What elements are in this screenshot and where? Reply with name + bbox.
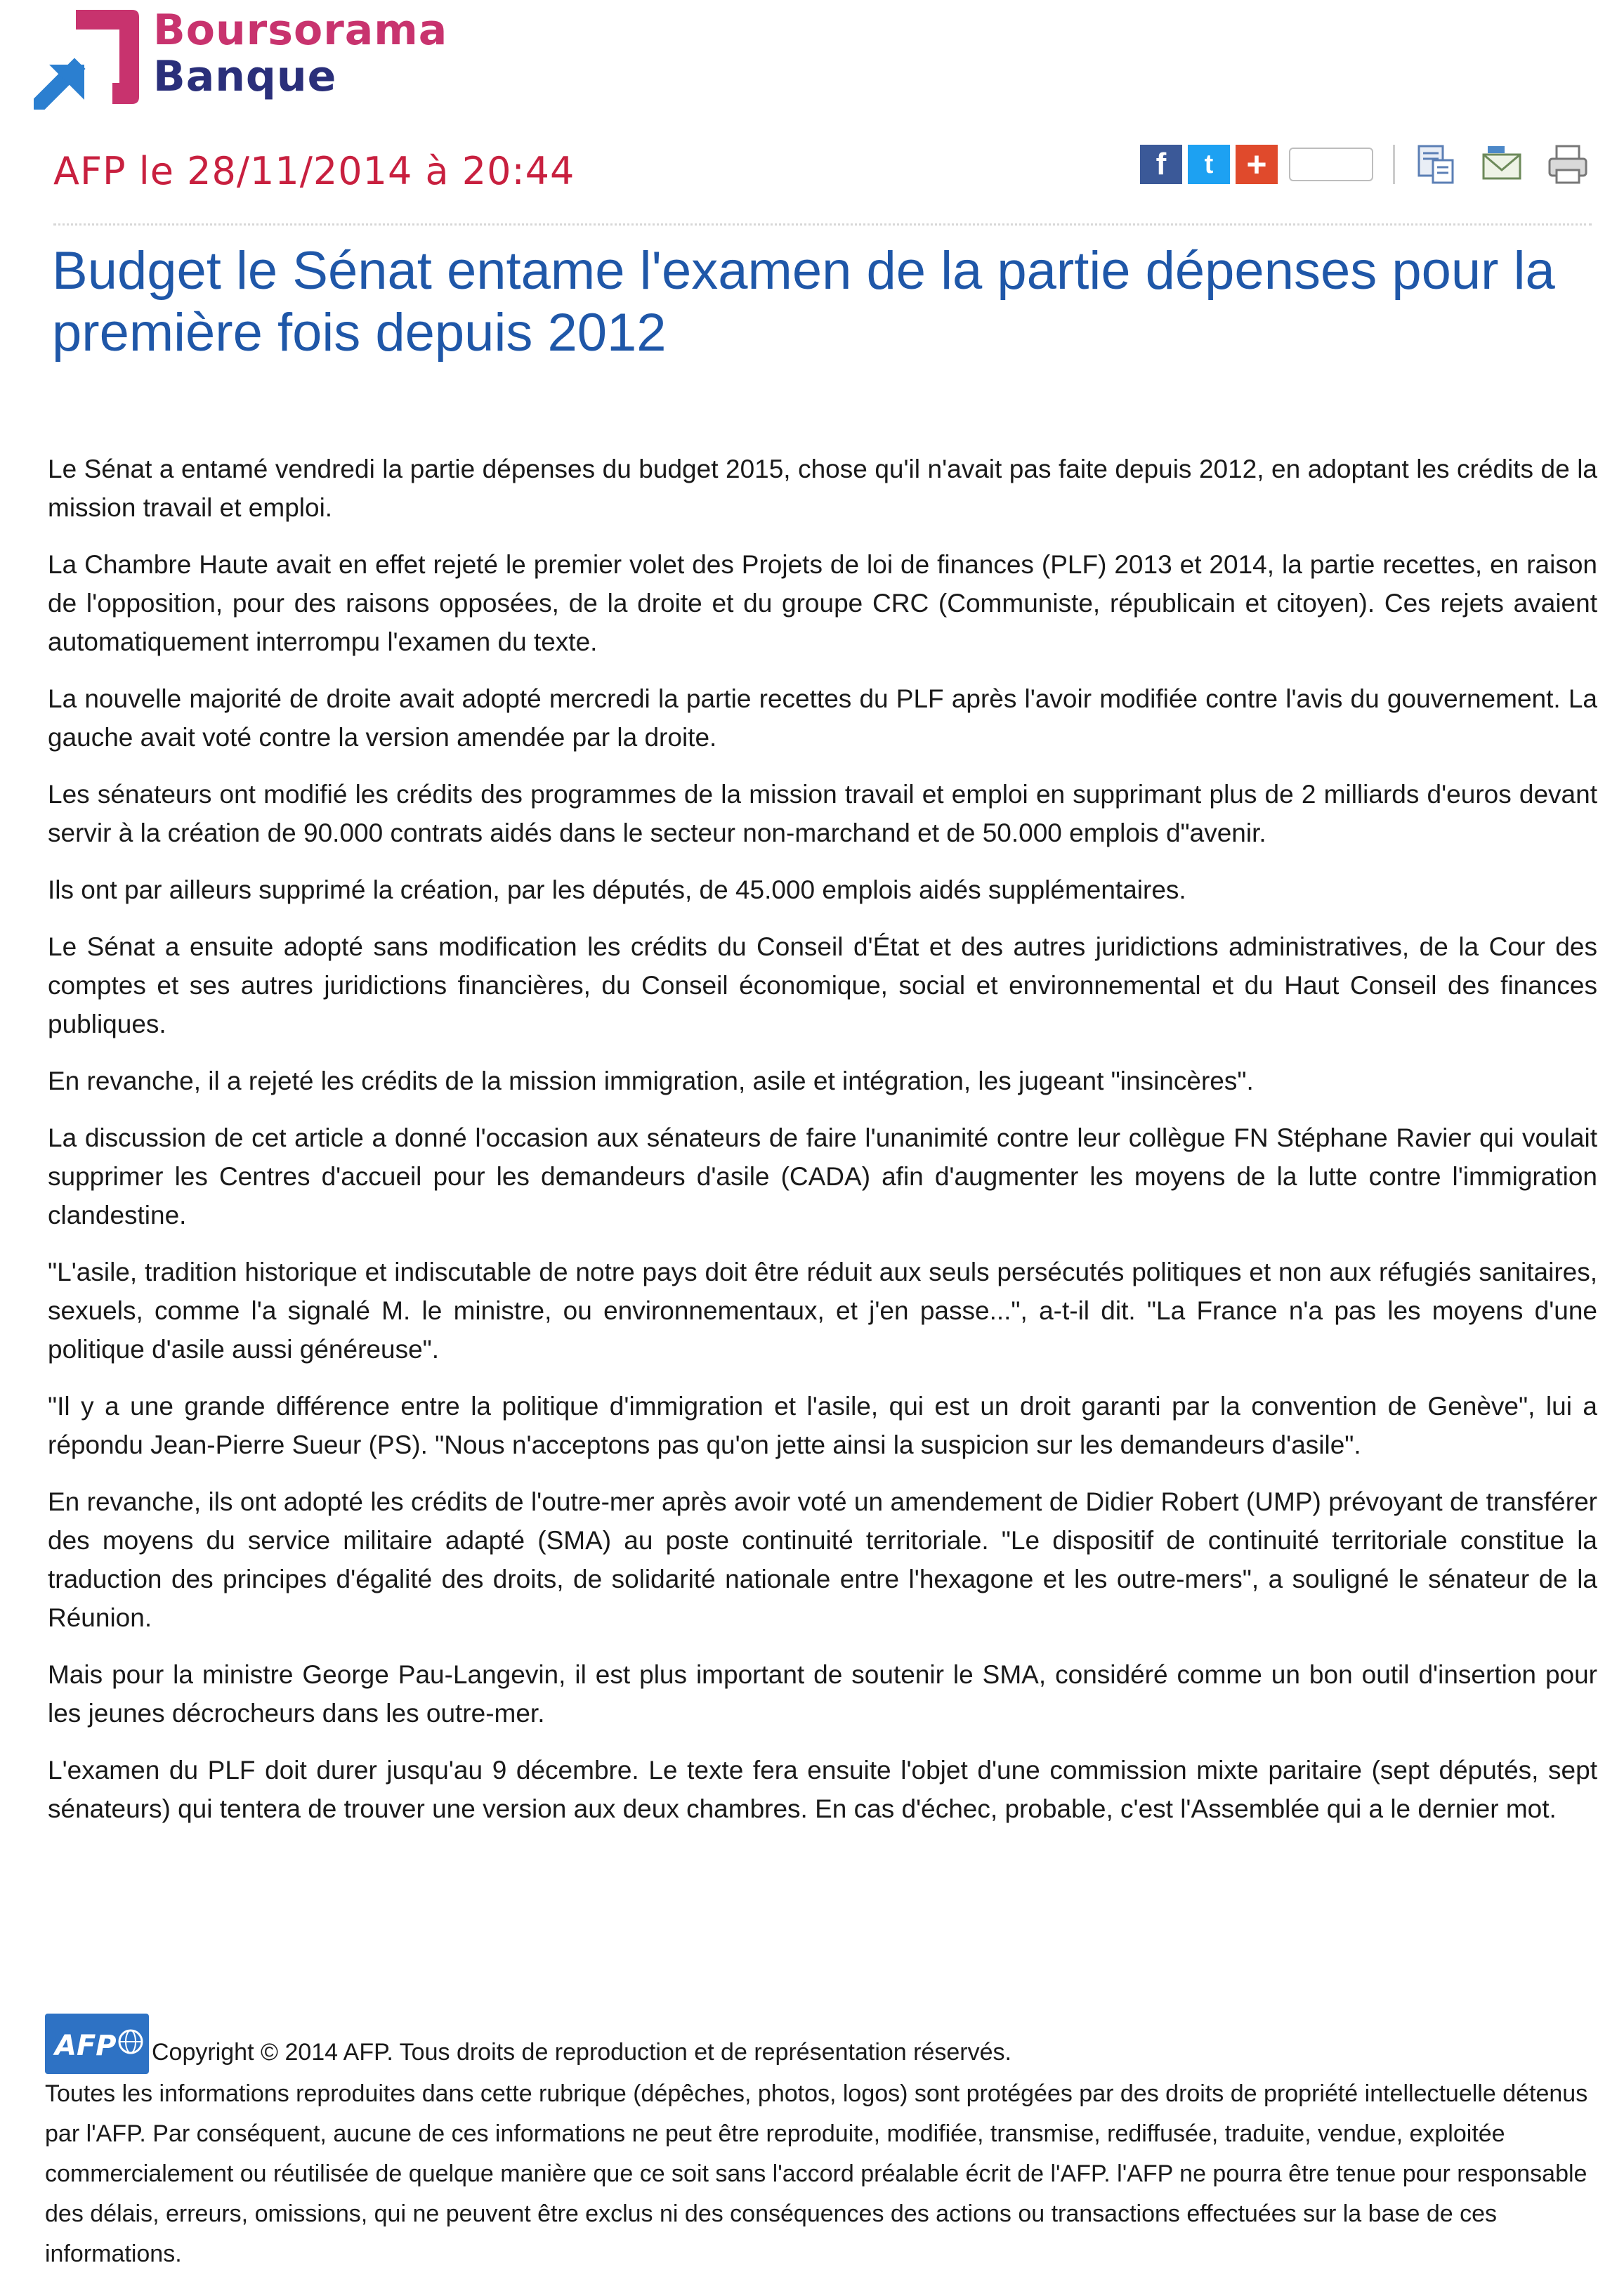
- brand-name: [153, 7, 447, 100]
- dateline: AFP le 28/11/2014 à 20:44: [53, 149, 575, 193]
- afp-logo: [45, 2014, 149, 2074]
- email-icon[interactable]: [1481, 143, 1523, 185]
- paragraph: Ils ont par ailleurs supprimé la création, par les députés, de 45.000 emplois aidés supplémentaires.: [48, 875, 1186, 904]
- bookmark-icon[interactable]: [1415, 143, 1457, 185]
- share-counter: [1289, 148, 1373, 181]
- paragraph: La Chambre Haute avait en effet rejeté le premier volet des Projets de loi de finances (PLF) 2013 et 2014, la partie recettes, en raison de l'opposition, pour des raisons opposées, de la droite et du groupe CRC (Communiste, républicain et citoyen). Ces rejets avaient automatiquement interrompu l'examen du texte.: [48, 550, 1597, 656]
- paragraph: Mais pour la ministre George Pau-Langevin, il est plus important de soutenir le SMA, considéré comme un bon outil d'insertion pour les jeunes décrocheurs dans les outre-mer.: [48, 1660, 1597, 1728]
- paragraph: La nouvelle majorité de droite avait adopté mercredi la partie recettes du PLF après l'avoir modifiée contre l'avis du gouvernement. La gauche avait voté contre la version amendée par la droite.: [48, 684, 1597, 752]
- share-toolbar: [1140, 142, 1589, 187]
- legal-notice: Toutes les informations reproduites dans cette rubrique (dépêches, photos, logos) sont protégées par des droits de propriété intellectuelle détenus par l'AFP. Par conséquent, aucune de ces informations ne peut être reproduite, modifiée, transmise, rediffusée, traduite, vendue, exploitée commercialement ou réutilisée de quelque manière que ce soit sans l'accord préalable écrit de l'AFP. l'AFP ne pourra être tenue pour responsable des délais, erreurs, omissions, qui ne peuvent être exclus ni des conséquences des actions ou transactions effectuées sur la base de ces informations.: [45, 2080, 1588, 2267]
- paragraph: L'examen du PLF doit durer jusqu'au 9 décembre. Le texte fera ensuite l'objet d'une commission mixte paritaire (sept députés, sept sénateurs) qui tentera de trouver une version aux deux chambres. En cas d'échec, probable, c'est l'Assemblée qui a le dernier mot.: [48, 1756, 1597, 1823]
- paragraph: "Il y a une grande différence entre la politique d'immigration et l'asile, qui est un droit garanti par la convention de Genève", lui a répondu Jean-Pierre Sueur (PS). "Nous n'acceptons pas qu'on jette ainsi la suspicion sur les demandeurs d'asile".: [48, 1392, 1597, 1459]
- print-icon[interactable]: [1547, 143, 1589, 185]
- brand-line-1: Boursorama: [153, 6, 448, 55]
- paragraph: La discussion de cet article a donné l'occasion aux sénateurs de faire l'unanimité contre leur collègue FN Stéphane Ravier qui voulait supprimer les Centres d'accueil pour les demandeurs d'asile (CADA) afin d'augmenter les moyens de la lutte contre l'immigration clandestine.: [48, 1123, 1597, 1230]
- twitter-icon[interactable]: t: [1188, 145, 1230, 184]
- brand-line-2: Banque: [153, 52, 337, 101]
- article-body: [48, 450, 1597, 1846]
- paragraph: Le Sénat a entamé vendredi la partie dépenses du budget 2015, chose qu'il n'avait pas faite depuis 2012, en adoptant les crédits de la mission travail et emploi.: [48, 455, 1597, 522]
- header-divider: [53, 223, 1592, 226]
- paragraph: En revanche, il a rejeté les crédits de la mission immigration, asile et intégration, les jugeant "insincères".: [48, 1067, 1254, 1095]
- paragraph: Le Sénat a ensuite adopté sans modification les crédits du Conseil d'État et des autres juridictions administratives, de la Cour des comptes et ses autres juridictions financières, du Conseil économique, social et environnemental et du Haut Conseil des finances publiques.: [48, 932, 1597, 1038]
- copyright-row: [45, 2011, 1604, 2074]
- paragraph: Les sénateurs ont modifié les crédits des programmes de la mission travail et emploi en supprimant plus de 2 milliards d'euros devant servir à la création de 90.000 contrats aidés dans le secteur non-marchand et de 50.000 emplois d"avenir.: [48, 780, 1597, 847]
- article-footer: [45, 2011, 1604, 2274]
- boursorama-logo-icon: [34, 4, 139, 110]
- toolbar-divider: [1393, 145, 1395, 184]
- afp-globe-icon: [117, 2028, 145, 2056]
- paragraph: En revanche, ils ont adopté les crédits de l'outre-mer après avoir voté un amendement de Didier Robert (UMP) prévoyant de transférer des moyens du service militaire adapté (SMA) au poste continuité territoriale. "Le dispositif de continuité territoriale constitue la traduction des principes d'égalité des droits, de solidarité nationale entre l'hexagone et les outre-mers", a souligné le sénateur de la Réunion.: [48, 1487, 1597, 1632]
- paragraph: "L'asile, tradition historique et indiscutable de notre pays doit être réduit aux seuls persécutés politiques et non aux réfugiés sanitaires, sexuels, comme l'a signalé M. le ministre, ou environnementaux, et j'en passe...", a-t-il dit. "La France n'a pas les moyens d'une politique d'asile aussi généreuse".: [48, 1258, 1597, 1364]
- brand-logo[interactable]: [34, 4, 455, 110]
- plus-icon[interactable]: +: [1236, 145, 1278, 184]
- copyright-notice: Copyright © 2014 AFP. Tous droits de reproduction et de représentation réservés.: [152, 2039, 1011, 2066]
- article-title: Budget le Sénat entame l'examen de la partie dépenses pour la première fois depuis 2012: [52, 241, 1555, 363]
- afp-logo-text: AFP: [55, 2030, 117, 2062]
- facebook-icon[interactable]: f: [1140, 145, 1182, 184]
